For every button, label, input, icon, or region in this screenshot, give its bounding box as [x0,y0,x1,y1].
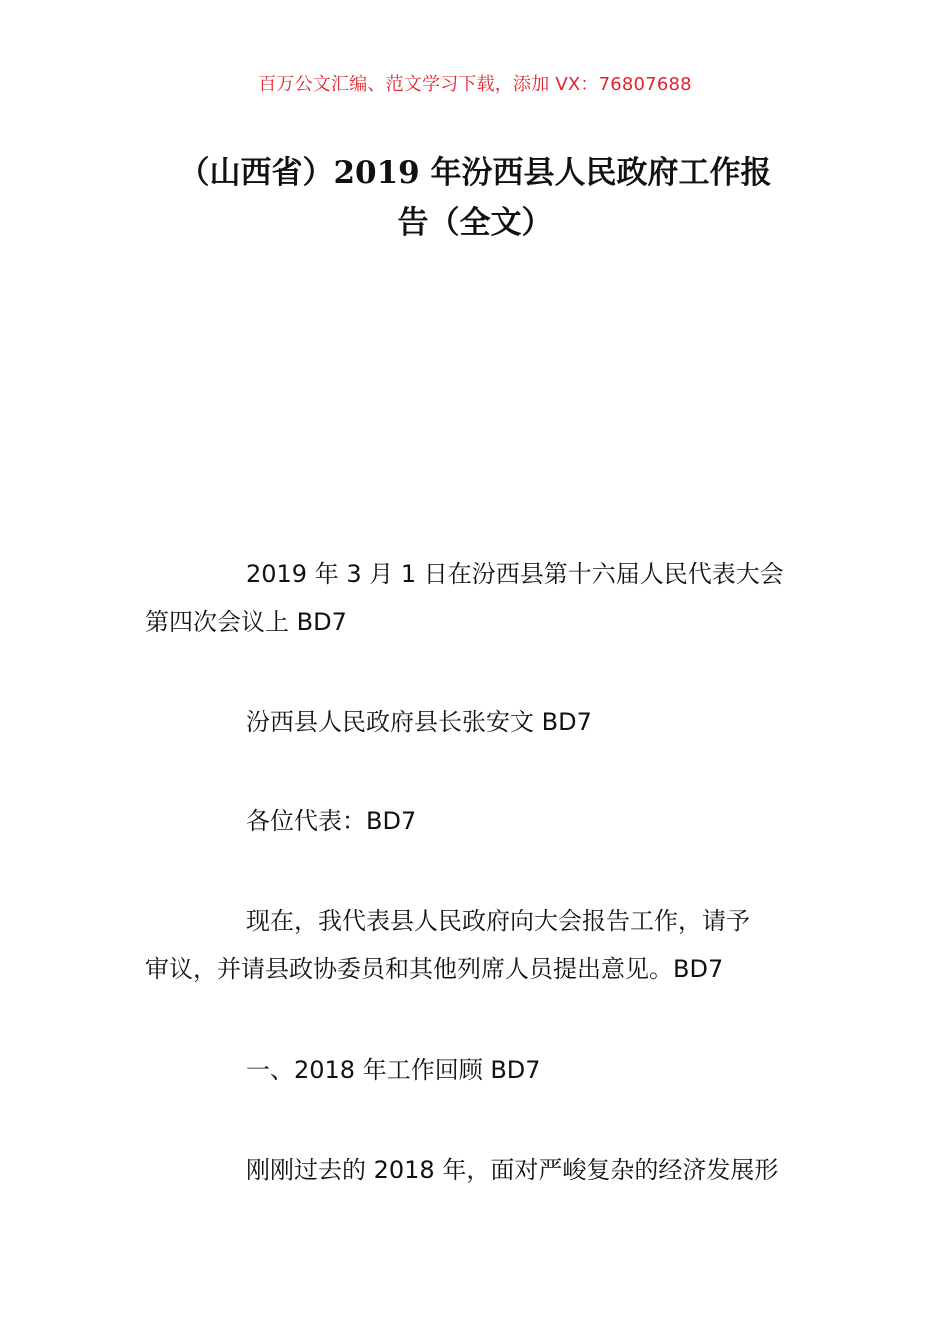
title-line-2: 告（全文） [397,205,553,241]
paragraph-line: 刚刚过去的 2018 年，面对严峻复杂的经济发展形 [246,1156,779,1184]
paragraph-speaker [145,698,810,746]
paragraph-line: 审议，并请县政协委员和其他列席人员提出意见。BD7 [145,955,724,983]
title-line-1: （山西省）2019 年汾西县人民政府工作报 [178,155,772,191]
paragraph-line: 汾西县人民政府县长张安文 BD7 [246,708,592,736]
paragraph-meeting-info [145,550,810,646]
paragraph-salutation [145,797,810,845]
section-heading-review [145,1046,810,1094]
paragraph-intro [145,897,810,993]
paragraph-line: 第四次会议上 BD7 [145,608,347,636]
header-watermark-note: 百万公文汇编、范文学习下载，添加 VX：76807688 [258,74,692,95]
paragraph-line: 2019 年 3 月 1 日在汾西县第十六届人民代表大会 [246,560,784,588]
document-title [140,148,810,248]
paragraph-line: 各位代表：BD7 [246,807,417,835]
paragraph-line: 现在，我代表县人民政府向大会报告工作，请予 [246,907,750,935]
paragraph-review-start [145,1146,810,1194]
paragraph-line: 一、2018 年工作回顾 BD7 [246,1056,541,1084]
